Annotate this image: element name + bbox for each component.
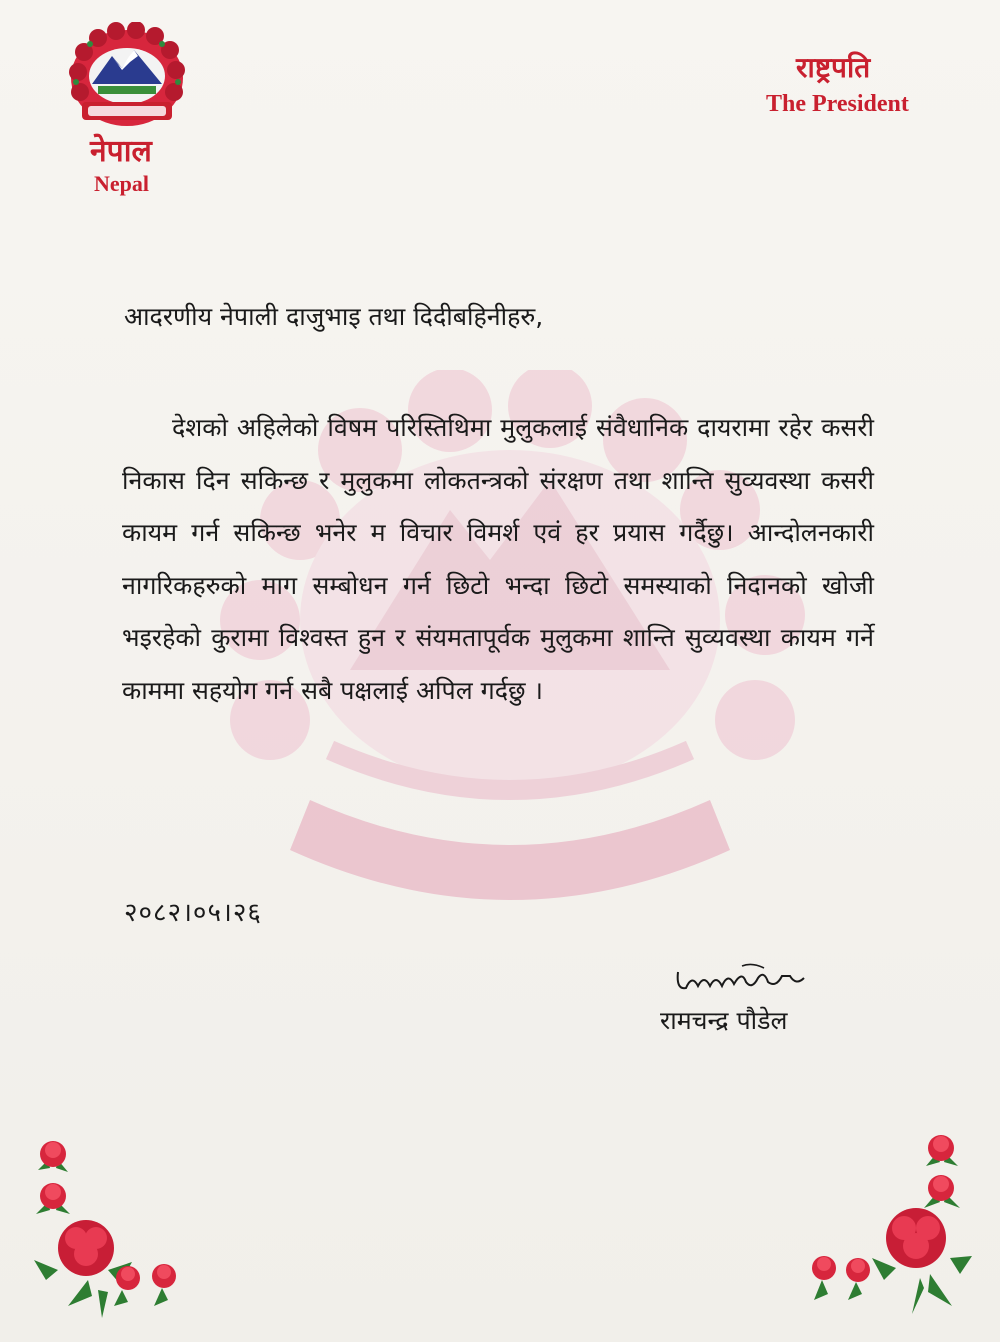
letterhead-president-devanagari: राष्ट्रपति xyxy=(796,51,871,84)
rhododendron-icon xyxy=(28,1130,188,1320)
letter-salutation: आदरणीय नेपाली दाजुभाइ तथा दिदीबहिनीहरु, xyxy=(124,302,544,331)
letterhead-nepal-devanagari: नेपाल xyxy=(90,134,152,169)
letter-body: देशको अहिलेको विषम परिस्तिथिमा मुलुकलाई संवैधानिक दायरामा रहेर कसरी निकास दिन सकिन्छ र मुलुकमा लोकतन्त्रको संरक्षण तथा शान्ति सुव्यवस्था कसरी कायम गर्न सकिन्छ भनेर म विचार विमर्श एवं हर प्रयास गर्दैछु। आन्दोलनकारी नागरिकहरुको माग सम्बोधन गर्न छिटो भन्दा छिटो समस्याको निदानको खोजी भइरहेको कुरामा विश्वस्त हुन र संयमतापूर्वक मुलुकमा शान्ति सुव्यवस्था कायम गर्ने काममा सहयोग गर्न सबै पक्षलाई अपिल गर्दछु । xyxy=(122,413,874,705)
nepal-emblem-icon xyxy=(62,22,192,132)
rhododendron-icon xyxy=(800,1128,980,1318)
letter-date: २०८२।०५।२६ xyxy=(124,898,262,928)
letterhead-nepal-english: Nepal xyxy=(94,171,149,196)
signatory-name: रामचन्द्र पौडेल xyxy=(660,1006,788,1035)
signature-icon xyxy=(672,960,812,1000)
letterhead-president-english: The President xyxy=(766,91,909,117)
